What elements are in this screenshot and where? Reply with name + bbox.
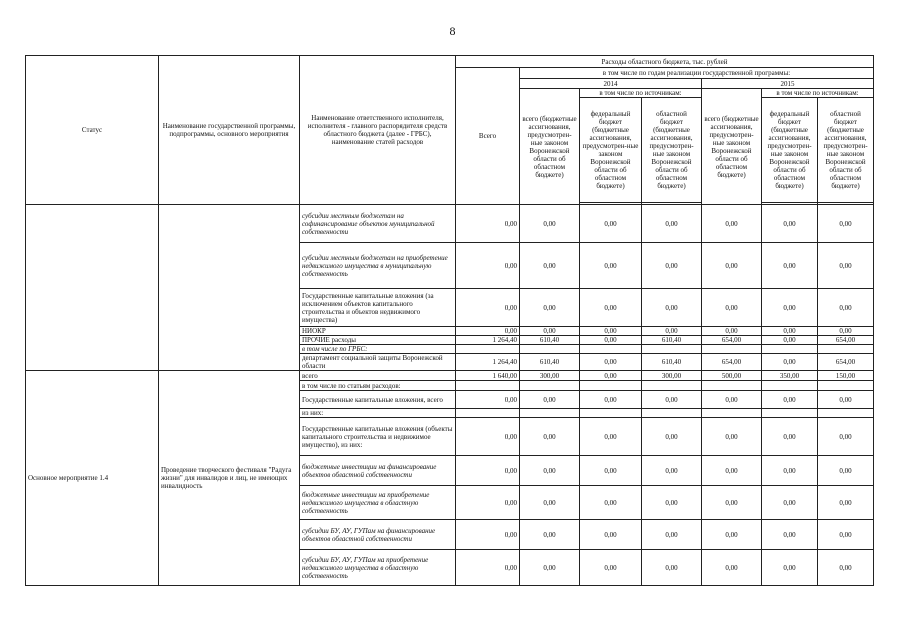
value-cell: 0,00 — [580, 520, 642, 550]
row-label: Государственные капитальные вложения (объекты капитального строительства и недвижимое имущество), из них: — [300, 418, 456, 456]
value-cell — [702, 409, 762, 418]
value-cell: 0,00 — [762, 327, 818, 336]
value-cell: 0,00 — [702, 418, 762, 456]
value-cell: 0,00 — [762, 243, 818, 289]
value-cell: 0,00 — [580, 354, 642, 371]
value-cell — [762, 381, 818, 391]
value-cell: 0,00 — [642, 205, 702, 243]
value-cell: 654,00 — [702, 336, 762, 345]
value-cell: 0,00 — [642, 327, 702, 336]
value-cell: 0,00 — [818, 289, 874, 327]
header-sources-2015: в том числе по источникам: — [762, 89, 874, 98]
header-expenses: Расходы областного бюджета, тыс. рублей — [456, 56, 874, 68]
program-cell-empty — [159, 205, 300, 371]
budget-table — [25, 55, 874, 586]
value-cell: 300,00 — [642, 371, 702, 381]
value-cell: 0,00 — [762, 205, 818, 243]
header-federal-2015: федеральный бюджет (бюджетные ассигнования, предусмотрен-ные законом Воронежской области об областном бюджете) — [762, 98, 818, 203]
row-label: в том числе по ГРБС: — [300, 345, 456, 354]
activity-name: Проведение творческого фестиваля "Радуга жизни" для инвалидов и лиц, не имеющих инвалидность — [159, 371, 300, 586]
value-cell: 0,00 — [762, 418, 818, 456]
row-label: субсидии местным бюджетам на приобретение недвижимого имущества в муниципальную собственность — [300, 243, 456, 289]
status-cell-empty — [26, 205, 159, 371]
value-cell: 0,00 — [642, 391, 702, 409]
value-cell: 0,00 — [580, 327, 642, 336]
header-regional-2015: областной бюджет (бюджетные ассигнования, предусмотрен-ные законом Воронежской области об областном бюджете) — [818, 98, 874, 203]
value-cell: 610,40 — [642, 354, 702, 371]
value-cell: 150,00 — [818, 371, 874, 381]
header-program-name: Наименование государственной программы, подпрограммы, основного мероприятия — [159, 56, 300, 205]
value-cell: 0,00 — [818, 550, 874, 586]
value-cell — [520, 345, 580, 354]
value-cell: 654,00 — [702, 354, 762, 371]
value-cell: 0,00 — [520, 418, 580, 456]
row-label: субсидии БУ, АУ, ГУПам на приобретение недвижимого имущества в областную собственность — [300, 550, 456, 586]
row-label: Государственные капитальные вложения, всего — [300, 391, 456, 409]
header-total-2015: всего (бюджетные ассигнования, предусмотрен-ные законом Воронежской области об областном бюджете) — [702, 89, 762, 205]
value-cell — [520, 409, 580, 418]
header-executor: Наименование ответственного исполнителя, исполнителя - главного распорядителя средств областного бюджета (далее - ГРБС), наименование статей расходов — [300, 56, 456, 205]
value-cell: 0,00 — [456, 456, 520, 486]
value-cell: 0,00 — [818, 391, 874, 409]
value-cell: 0,00 — [580, 456, 642, 486]
header-sources-2014: в том числе по источникам: — [580, 89, 702, 98]
value-cell: 0,00 — [762, 336, 818, 345]
value-cell: 0,00 — [520, 486, 580, 520]
value-cell: 0,00 — [762, 520, 818, 550]
row-label: всего — [300, 371, 456, 381]
value-cell — [642, 381, 702, 391]
value-cell: 300,00 — [520, 371, 580, 381]
row-label: из них: — [300, 409, 456, 418]
value-cell: 654,00 — [818, 336, 874, 345]
value-cell: 350,00 — [762, 371, 818, 381]
row-label: департамент социальной защиты Воронежской области — [300, 354, 456, 371]
value-cell: 0,00 — [762, 354, 818, 371]
value-cell: 0,00 — [520, 550, 580, 586]
value-cell — [818, 409, 874, 418]
value-cell: 0,00 — [580, 336, 642, 345]
header-regional-2014: областной бюджет (бюджетные ассигнования, предусмотрен-ные законом Воронежской области об областном бюджете) — [642, 98, 702, 203]
value-cell: 0,00 — [642, 243, 702, 289]
value-cell: 654,00 — [818, 354, 874, 371]
value-cell — [762, 409, 818, 418]
value-cell: 0,00 — [456, 550, 520, 586]
value-cell: 0,00 — [580, 243, 642, 289]
value-cell: 0,00 — [818, 456, 874, 486]
header-status: Статус — [26, 56, 159, 205]
value-cell: 0,00 — [456, 205, 520, 243]
value-cell — [520, 381, 580, 391]
value-cell: 0,00 — [818, 486, 874, 520]
value-cell: 0,00 — [642, 550, 702, 586]
header-by-years: в том числе по годам реализации государственной программы: — [520, 68, 874, 79]
value-cell: 0,00 — [702, 520, 762, 550]
value-cell: 0,00 — [456, 327, 520, 336]
value-cell — [580, 381, 642, 391]
value-cell: 0,00 — [642, 289, 702, 327]
value-cell: 0,00 — [456, 289, 520, 327]
value-cell — [580, 345, 642, 354]
value-cell: 0,00 — [762, 391, 818, 409]
value-cell: 0,00 — [580, 550, 642, 586]
value-cell: 0,00 — [642, 456, 702, 486]
value-cell: 0,00 — [702, 327, 762, 336]
value-cell: 0,00 — [702, 486, 762, 520]
value-cell: 0,00 — [520, 289, 580, 327]
value-cell: 0,00 — [456, 243, 520, 289]
row-label: НИОКР — [300, 327, 456, 336]
value-cell: 1 640,00 — [456, 371, 520, 381]
value-cell: 0,00 — [580, 391, 642, 409]
value-cell: 0,00 — [762, 486, 818, 520]
value-cell: 0,00 — [818, 418, 874, 456]
value-cell: 0,00 — [580, 371, 642, 381]
value-cell — [456, 381, 520, 391]
header-year-2014: 2014 — [520, 79, 702, 89]
value-cell: 0,00 — [456, 391, 520, 409]
value-cell — [456, 409, 520, 418]
value-cell: 0,00 — [642, 418, 702, 456]
row-label: Государственные капитальные вложения (за исключением объектов капитального строительства и объектов недвижимого имущества) — [300, 289, 456, 327]
value-cell: 0,00 — [818, 520, 874, 550]
row-label: субсидии БУ, АУ, ГУПам на финансирование объектов областной собственности — [300, 520, 456, 550]
value-cell: 0,00 — [642, 520, 702, 550]
row-label: ПРОЧИЕ расходы — [300, 336, 456, 345]
value-cell: 0,00 — [818, 243, 874, 289]
value-cell: 0,00 — [702, 289, 762, 327]
value-cell: 0,00 — [762, 289, 818, 327]
value-cell: 610,40 — [642, 336, 702, 345]
value-cell — [702, 345, 762, 354]
row-label: бюджетные инвестиции на финансирование объектов областной собственности — [300, 456, 456, 486]
page-number: 8 — [449, 24, 456, 38]
value-cell — [818, 345, 874, 354]
header-year-2015: 2015 — [702, 79, 874, 89]
value-cell: 0,00 — [580, 418, 642, 456]
header-federal-2014: федеральный бюджет (бюджетные ассигнования, предусмотрен-ные законом Воронежской области об областном бюджете) — [580, 98, 642, 203]
table-row — [26, 371, 874, 381]
value-cell — [456, 345, 520, 354]
header-total: Всего — [456, 68, 520, 205]
value-cell: 0,00 — [702, 456, 762, 486]
value-cell: 610,40 — [520, 336, 580, 345]
value-cell: 0,00 — [520, 520, 580, 550]
value-cell: 0,00 — [520, 391, 580, 409]
row-label: в том числе по статьям расходов: — [300, 381, 456, 391]
value-cell: 1 264,40 — [456, 336, 520, 345]
value-cell: 0,00 — [762, 550, 818, 586]
value-cell: 0,00 — [520, 205, 580, 243]
value-cell — [762, 345, 818, 354]
value-cell: 0,00 — [702, 550, 762, 586]
table-row — [26, 205, 874, 243]
value-cell: 0,00 — [520, 456, 580, 486]
value-cell: 0,00 — [520, 327, 580, 336]
value-cell: 0,00 — [580, 289, 642, 327]
value-cell — [818, 381, 874, 391]
value-cell: 0,00 — [762, 456, 818, 486]
value-cell — [642, 409, 702, 418]
value-cell: 0,00 — [818, 327, 874, 336]
value-cell: 0,00 — [702, 243, 762, 289]
value-cell: 500,00 — [702, 371, 762, 381]
value-cell: 610,40 — [520, 354, 580, 371]
value-cell: 0,00 — [642, 486, 702, 520]
value-cell: 0,00 — [456, 520, 520, 550]
value-cell — [580, 409, 642, 418]
row-label: бюджетные инвестиции на приобретение недвижимого имущества в областную собственность — [300, 486, 456, 520]
value-cell: 0,00 — [456, 486, 520, 520]
value-cell: 0,00 — [702, 205, 762, 243]
value-cell: 0,00 — [818, 205, 874, 243]
header-total-2014: всего (бюджетные ассигнования, предусмотрен-ные законом Воронежской области об областном бюджете) — [520, 89, 580, 205]
value-cell — [642, 345, 702, 354]
value-cell: 0,00 — [456, 418, 520, 456]
activity-status: Основное мероприятие 1.4 — [26, 371, 159, 586]
row-label: субсидии местным бюджетам на софинансирование объектов муниципальной собственности — [300, 205, 456, 243]
value-cell: 0,00 — [702, 391, 762, 409]
value-cell: 0,00 — [520, 243, 580, 289]
value-cell: 0,00 — [580, 486, 642, 520]
value-cell: 0,00 — [580, 205, 642, 243]
value-cell: 1 264,40 — [456, 354, 520, 371]
value-cell — [702, 381, 762, 391]
